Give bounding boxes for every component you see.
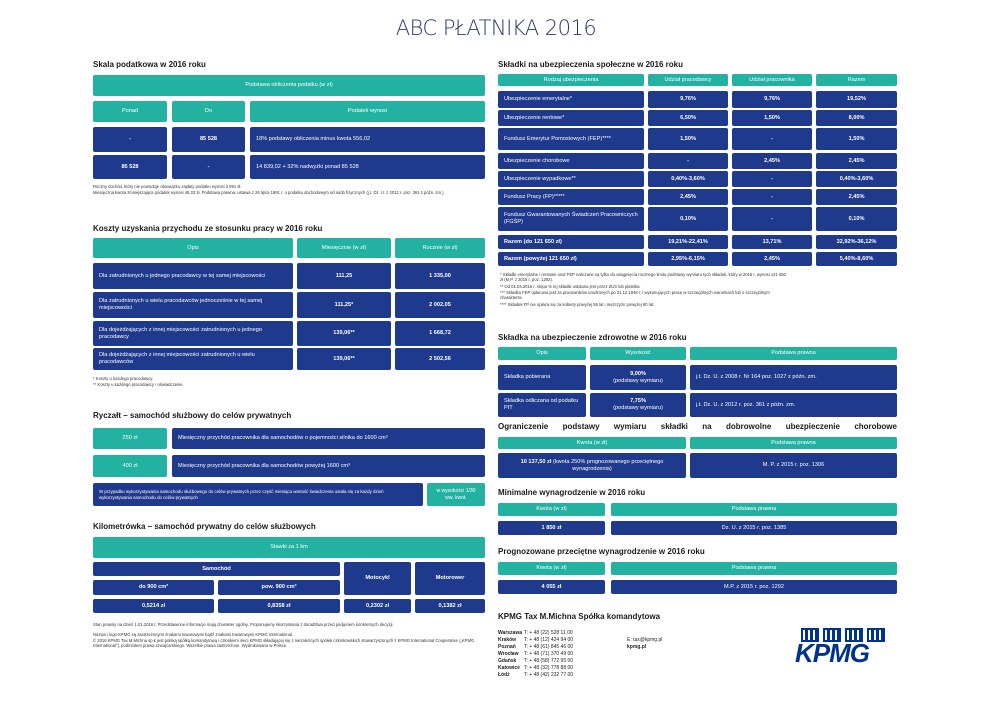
kpmg-logo bbox=[795, 626, 907, 666]
tax-note-1: Roczny dochód, który nie powoduje obowiązku zapłaty podatku wynosi 3 091 zł. bbox=[93, 184, 242, 189]
office-city: Katowice bbox=[498, 665, 520, 671]
sickness-heading-word: na bbox=[702, 422, 712, 431]
office-city: Warszawa bbox=[498, 630, 522, 636]
costs-row4-desc: Dla dojeżdżających z innej miejscowości zatrudnionych u wielu pracodawców bbox=[93, 348, 293, 370]
car-lump-note: W przypadku wykorzystywania samochodu służbowego do celów prywatnych przez część miesiąca wartość świadczenia ustala się za każdy dzień wykorzystywania samochodu do celów prywatnych bbox=[93, 483, 423, 506]
sickness-heading-word: Ograniczenie bbox=[498, 422, 549, 431]
office-row bbox=[498, 651, 618, 658]
tax-scale-banner: Podstawa obliczenia podatku (w zł) bbox=[93, 75, 485, 96]
company-email[interactable]: E: tax@kpmg.pl bbox=[627, 637, 663, 643]
social-row-name: Fundusz Gwarantowanych Świadczeń Pracowniczych (FGŚP) bbox=[498, 207, 644, 231]
sickness-amount-desc: (kwota 250% prognozowanego przeciętnego wynagrodzenia) bbox=[552, 458, 664, 472]
social-row-total: 1,50% bbox=[816, 128, 897, 150]
mileage-header-moped: Motorower bbox=[415, 562, 485, 595]
social-row-employee: 9,76% bbox=[732, 91, 812, 108]
sickness-heading-word: składki bbox=[660, 422, 688, 431]
mileage-value-large: 0,8358 zł bbox=[218, 599, 340, 613]
costs-row2-yearly: 2 002,05 bbox=[395, 292, 485, 318]
social-row-name: Ubezpieczenie chorobowe bbox=[498, 153, 644, 169]
health-row2-rate-sub: (podstawy wymiaru) bbox=[613, 405, 663, 411]
social-row-name: Fundusz Emerytur Pomostowych (FEP)**** bbox=[498, 128, 644, 150]
office-city: Poznań bbox=[498, 644, 516, 650]
tax-header-from: Ponad bbox=[93, 101, 167, 122]
social-note-1: * Składki emerytalne i rentowe oraz FEP naliczane są tylko do osiągnięcia rocznego limitu podstawy wymiaru tych składek, który w 2016 r. wynosi 121 650 zł (M.P. z 2015 r. poz. 1292). bbox=[500, 272, 786, 283]
avg-wage-header-basis: Podstawa prawna bbox=[611, 562, 897, 575]
footer-legal-2: © 2016 KPMG Tax M.Michna sp.k jest polską spółką komandytową i członkiem sieci KPMG składającej się z niezależnych spółek członkowskich stowarzyszonych z KPMG International Cooperative („KPMG International”), podmiotem prawa szwajcarskiego. Wszelkie prawa zastrzeżone. Wydrukowano w Polsce. bbox=[93, 638, 475, 649]
health-header-basis: Podstawa prawna bbox=[690, 347, 897, 360]
min-wage-heading: Minimalne wynagrodzenie w 2016 roku bbox=[498, 488, 646, 497]
costs-row2-desc: Dla zatrudnionych u wielu pracodawców jednocześnie w tej samej miejscowości bbox=[93, 292, 293, 318]
costs-header-desc: Opis bbox=[93, 238, 293, 258]
avg-wage-header-amount: Kwota (w zł) bbox=[498, 562, 605, 575]
office-phone: T: + 48 (42) 232 77 00 bbox=[524, 672, 574, 678]
office-phone: T: + 48 (12) 424 94 00 bbox=[524, 637, 574, 643]
social-note-2: ** Od 01.04.2016 r. stopa % tej składki ustalana jest przez ZUS lub płatnika. bbox=[500, 284, 641, 289]
health-row1-basis: j.t. Dz. U. z 2008 r. Nr 164 poz. 1027 z późn. zm. bbox=[690, 365, 897, 390]
costs-row1-yearly: 1 335,00 bbox=[395, 263, 485, 289]
office-row bbox=[498, 644, 618, 651]
avg-wage-basis: M.P. z 2015 r. poz. 1292 bbox=[611, 580, 897, 594]
mileage-header-small: do 900 cm³ bbox=[93, 580, 214, 595]
sickness-amount bbox=[498, 453, 686, 478]
office-row bbox=[498, 658, 618, 665]
sickness-heading bbox=[498, 422, 897, 431]
office-city: Łódź bbox=[498, 672, 510, 678]
car-lump-desc-2: Miesięczny przychód pracownika dla samochodów powyżej 1600 cm³ bbox=[172, 455, 485, 477]
footer-state: Stan prawny na dzień 1.01.2016 r. Przedstawione informacje mają charakter ogólny. Proponujemy skorzystania z doradztwa przed podjęciem konkretnych decyzji. bbox=[93, 622, 394, 627]
car-lump-heading: Ryczałt – samochód służbowy do celów prywatnych bbox=[93, 411, 292, 420]
tax-row2-from: 85 528 bbox=[93, 155, 167, 179]
social-header-employer: Udział pracodawcy bbox=[648, 74, 728, 86]
health-heading: Składka na ubezpieczenie zdrowotne w 2016 roku bbox=[498, 333, 687, 342]
office-city: Wrocław bbox=[498, 651, 519, 657]
health-row1-desc: Składka pobierana bbox=[498, 365, 586, 390]
social-row-employee: - bbox=[732, 189, 812, 205]
company-name: KPMG Tax M.Michna Spółka komandytowa bbox=[498, 612, 661, 621]
social-row-employer: 9,76% bbox=[648, 91, 728, 108]
costs-header-monthly: Miesięcznie (w zł) bbox=[297, 238, 391, 258]
social-row-employer: 6,50% bbox=[648, 110, 728, 126]
car-lump-amount-1: 250 zł bbox=[93, 428, 167, 449]
health-row1-rate-sub: (podstawy wymiaru) bbox=[613, 377, 663, 384]
social-row-employee: - bbox=[732, 171, 812, 187]
min-wage-header-amount: Kwota (w zł) bbox=[498, 503, 605, 516]
social-heading: Składki na ubezpieczenia społeczne w 2016 roku bbox=[498, 60, 683, 69]
footer-legal-1: Nazwa i logo KPMG są zastrzeżonymi znakami towarowymi bądź znakami towarowymi KPMG International. bbox=[93, 632, 294, 637]
office-phone: T: + 48 (32) 778 88 00 bbox=[524, 665, 574, 671]
page-title: ABC PŁATNIKA 2016 bbox=[395, 16, 597, 40]
avg-wage-amount: 4 055 zł bbox=[498, 580, 605, 594]
tax-row2-to: - bbox=[172, 155, 245, 179]
social-row-employee: 2,45% bbox=[732, 153, 812, 169]
min-wage-header-basis: Podstawa prawna bbox=[611, 503, 897, 516]
office-phone: T: + 48 (71) 370 49 00 bbox=[524, 651, 574, 657]
social-row-name: Ubezpieczenie emerytalne* bbox=[498, 91, 644, 108]
min-wage-basis: Dz. U. z 2015 r. poz. 1385 bbox=[611, 521, 897, 535]
costs-row3-monthly: 139,06** bbox=[297, 321, 391, 346]
costs-row2-monthly: 111,25* bbox=[297, 292, 391, 318]
mileage-value-motorcycle: 0,2302 zł bbox=[344, 599, 411, 613]
tax-header-to: Do bbox=[172, 101, 245, 122]
mileage-header-motorcycle: Motocykl bbox=[344, 562, 411, 595]
social-row-total: 2,45% bbox=[816, 153, 897, 169]
tax-row1-tax: 18% podstawy obliczenia minus kwota 556,02 bbox=[250, 127, 485, 152]
mileage-value-small: 0,5214 zł bbox=[93, 599, 214, 613]
social-note-3: *** Składka FEP opłacana jest za pracowników urodzonych po 31.12.1948 r. i wykonujących pracę w szczególnych warunkach lub o szczególnym charakterze. bbox=[500, 290, 770, 301]
costs-row4-monthly: 139,06** bbox=[297, 348, 391, 370]
health-row2-rate: 7,75% bbox=[630, 398, 646, 405]
health-row2-basis: j.t. Dz. U. z 2012 r. poz. 361 z późn. zm. bbox=[690, 393, 897, 417]
social-row-total: 2,45% bbox=[816, 189, 897, 205]
social-row-employee: - bbox=[732, 128, 812, 150]
social-note-4: **** Składek FP nie opłaca się za kobiety powyżej 55 lat i mężczyzn powyżej 60 lat. bbox=[500, 302, 655, 307]
social-row-name: Fundusz Pracy (FP)***** bbox=[498, 189, 644, 205]
office-row bbox=[498, 637, 618, 644]
office-city: Gdańsk bbox=[498, 658, 517, 664]
kpmg-logo-text: KPMG bbox=[795, 638, 869, 668]
office-row bbox=[498, 665, 618, 672]
sickness-header-amount: Kwota (w zł) bbox=[498, 437, 686, 449]
office-phone: T: + 48 (22) 528 11 00 bbox=[524, 630, 573, 636]
costs-row4-yearly: 2 502,56 bbox=[395, 348, 485, 370]
company-website-link[interactable]: kpmg.pl bbox=[627, 644, 647, 650]
mileage-header-large: pow. 900 cm³ bbox=[218, 580, 340, 595]
social-row-employer: 1,50% bbox=[648, 128, 728, 150]
health-row1-rate: 9,00% bbox=[630, 370, 646, 377]
costs-header-yearly: Rocznie (w zł) bbox=[395, 238, 485, 258]
mileage-banner: Stawki za 1 km bbox=[93, 537, 485, 558]
social-row-employer: 2,45% bbox=[648, 189, 728, 205]
costs-row1-monthly: 111,25 bbox=[297, 263, 391, 289]
social-row-employer: 0,10% bbox=[648, 207, 728, 231]
social-total-employer: 19,21%-22,41% bbox=[648, 235, 728, 249]
costs-note-2: ** Koszty u każdego pracodawcy / oświadczenie. bbox=[93, 382, 184, 387]
sickness-amount-value: 10 137,50 zł bbox=[520, 458, 552, 465]
sickness-heading-word: dobrowolne bbox=[725, 422, 772, 431]
health-header-desc: Opis bbox=[498, 347, 586, 360]
costs-row3-yearly: 1 668,72 bbox=[395, 321, 485, 346]
social-row-employee: 1,50% bbox=[732, 110, 812, 126]
social-row-employer: 0,40%-3,60% bbox=[648, 171, 728, 187]
social-row-employer: - bbox=[648, 153, 728, 169]
sickness-basis: M. P. z 2015 r. poz. 1306 bbox=[690, 453, 897, 478]
sickness-header-basis: Podstawa prawna bbox=[690, 437, 897, 449]
costs-row1-desc: Dla zatrudnionych u jednego pracodawcy w tej samej miejscowości bbox=[93, 263, 293, 289]
office-phone: T: + 48 (61) 845 46 00 bbox=[524, 644, 574, 650]
social-row-name: Ubezpieczenie rentowe* bbox=[498, 110, 644, 126]
social-row-name: Ubezpieczenie wypadkowe** bbox=[498, 171, 644, 187]
costs-note-1: * Koszty u każdego pracodawcy. bbox=[93, 376, 154, 381]
social-header-type: Rodzaj ubezpieczenia bbox=[498, 74, 644, 86]
sickness-heading-word: ubezpieczenie bbox=[785, 422, 840, 431]
social-row-employee: - bbox=[732, 207, 812, 231]
office-row bbox=[498, 672, 618, 679]
social-total-name: Razem (do 121 650 zł) bbox=[498, 235, 644, 249]
mileage-value-moped: 0,1382 zł bbox=[415, 599, 485, 613]
social-total-employee: 13,71% bbox=[732, 235, 812, 249]
social-total-total: 32,92%-36,12% bbox=[816, 235, 897, 249]
social-row-total: 8,00% bbox=[816, 110, 897, 126]
tax-row2-tax: 14 839,02 + 32% nadwyżki ponad 85 528 bbox=[250, 155, 485, 179]
social-total-name: Razem (powyżej 121 650 zł) bbox=[498, 252, 644, 266]
social-row-total: 19,52% bbox=[816, 91, 897, 108]
tax-header-tax: Podatek wynosi bbox=[250, 101, 485, 122]
office-row bbox=[498, 630, 618, 637]
costs-row3-desc: Dla dojeżdżających z innej miejscowości zatrudnionych u jednego pracodawcy bbox=[93, 321, 293, 346]
tax-scale-heading: Skala podatkowa w 2016 roku bbox=[93, 60, 206, 69]
office-list bbox=[498, 630, 618, 679]
car-lump-desc-1: Miesięczny przychód pracownika dla samochodów o pojemności silnika do 1600 cm³ bbox=[172, 428, 485, 449]
health-row2-desc: Składka odliczana od podatku PIT bbox=[498, 393, 586, 417]
min-wage-amount: 1 850 zł bbox=[498, 521, 605, 535]
car-lump-note-value: w wysokości 1/30 ww. kwot. bbox=[427, 483, 485, 506]
sickness-heading-word: podstawy bbox=[562, 422, 600, 431]
social-total-total: 5,40%-8,60% bbox=[816, 252, 897, 266]
tax-row1-from: - bbox=[93, 127, 167, 152]
costs-heading: Koszty uzyskania przychodu ze stosunku pracy w 2016 roku bbox=[93, 224, 323, 233]
car-lump-amount-2: 400 zł bbox=[93, 455, 167, 477]
sickness-heading-word: wymiaru bbox=[613, 422, 647, 431]
tax-note-2: Miesięczna kwota zmniejszająca podatek wynosi 46,33 zł. Podstawa prawna: ustawa z 26 lipca 1991 r. o podatku dochodowym od osób fizycznych (j.t. Dz. U. z 2012 r. poz. 361 z późn. zm.). bbox=[93, 190, 445, 195]
social-total-employer: 2,95%-6,15% bbox=[648, 252, 728, 266]
health-row1-amount bbox=[590, 365, 686, 390]
social-total-employee: 2,45% bbox=[732, 252, 812, 266]
mileage-car-label: Samochód bbox=[93, 562, 340, 576]
social-row-total: 0,10% bbox=[816, 207, 897, 231]
tax-row1-to: 85 528 bbox=[172, 127, 245, 152]
avg-wage-heading: Prognozowane przeciętne wynagrodzenie w 2016 roku bbox=[498, 547, 705, 556]
social-header-total: Razem bbox=[816, 74, 897, 86]
health-row2-amount bbox=[590, 393, 686, 417]
office-city: Kraków bbox=[498, 637, 517, 643]
mileage-heading: Kilometrówka – samochód prywatny do celów służbowych bbox=[93, 522, 316, 531]
health-header-amount: Wysokość bbox=[590, 347, 686, 360]
office-phone: T: + 48 (58) 772 95 00 bbox=[524, 658, 574, 664]
social-header-employee: Udział pracownika bbox=[732, 74, 812, 86]
sickness-heading-word: chorobowe bbox=[854, 422, 897, 431]
social-row-total: 0,40%-3,60% bbox=[816, 171, 897, 187]
